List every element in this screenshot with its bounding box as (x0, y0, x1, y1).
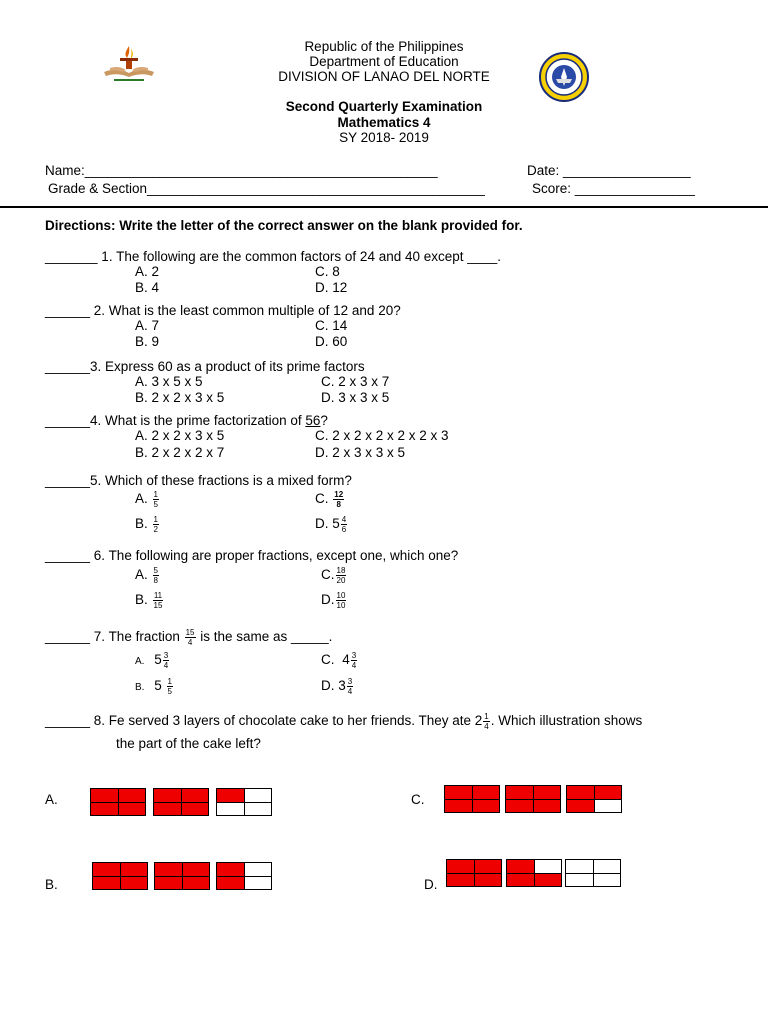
q7-c-label: C. (321, 652, 335, 668)
cake-quarter-filled (474, 873, 501, 886)
question-3: ______3. Express 60 as a product of its prime factors (45, 359, 365, 374)
cake-divider-horizontal (447, 873, 501, 874)
q8-option-c-label[interactable]: C. (411, 792, 425, 807)
cake-quarter-filled (533, 799, 560, 812)
q3-option-c[interactable]: C. 2 x 3 x 7 (321, 374, 390, 389)
q7-b-fraction (167, 677, 173, 696)
q7-text: ______ 7. The fraction (45, 629, 184, 645)
q8-option-a-label[interactable]: A. (45, 792, 58, 807)
cake-quarter-filled (447, 860, 474, 873)
cake-divider-horizontal (217, 876, 271, 877)
q4-text-end: ? (320, 413, 328, 428)
cake-quarter-filled (120, 876, 147, 889)
q2-option-a[interactable]: A. 7 (135, 318, 160, 333)
cake-quarter-filled (567, 786, 594, 799)
q7-d-label: D. 3 (321, 678, 346, 694)
cake-quarter-empty (593, 873, 620, 886)
denominator: 4 (347, 687, 353, 696)
cake-quarter-filled (181, 789, 208, 802)
cake-quarter-filled (181, 802, 208, 815)
q1-option-d[interactable]: D. 12 (315, 280, 348, 295)
cake-divider-horizontal (155, 876, 209, 877)
q5-option-c[interactable] (315, 490, 345, 509)
exam-subject: Mathematics 4 (337, 115, 431, 130)
q2-option-c[interactable]: C. 14 (315, 318, 348, 333)
q6-c-fraction (336, 566, 347, 585)
denominator: 8 (153, 576, 158, 585)
q2-option-b[interactable]: B. 9 (135, 334, 160, 349)
q4-text: ______4. What is the prime factorization of (45, 413, 306, 428)
cake-quarter-filled (217, 876, 244, 889)
cake-layer (565, 859, 621, 887)
numerator: 3 (351, 651, 357, 660)
q5-b-label: B. (135, 516, 148, 532)
cake-quarter-filled (506, 786, 533, 799)
cake-layer (216, 862, 272, 890)
denominator: 5 (167, 687, 172, 696)
cake-layer (444, 785, 500, 813)
cake-quarter-filled (474, 860, 501, 873)
cake-quarter-filled (155, 863, 182, 876)
q7-d-fraction (347, 677, 353, 696)
q7-c-fraction (351, 651, 357, 670)
numerator: 10 (336, 591, 346, 600)
denominator: 4 (187, 638, 193, 647)
cake-quarter-empty (244, 876, 271, 889)
cake-quarter-empty (534, 860, 561, 873)
q5-d-fraction (341, 515, 347, 534)
q8-whole: 2 (474, 713, 483, 729)
header-divider (0, 206, 768, 208)
q5-a-fraction (153, 490, 159, 509)
cake-divider-horizontal (567, 799, 621, 800)
q3-option-d[interactable]: D. 3 x 3 x 5 (321, 390, 390, 405)
header-republic: Republic of the Philippines (304, 39, 464, 54)
cake-quarter-filled (594, 786, 621, 799)
denominator: 15 (153, 601, 163, 610)
numerator: 18 (336, 566, 346, 575)
denominator: 6 (341, 525, 347, 534)
cake-quarter-filled (507, 860, 534, 873)
question-5: ______5. Which of these fractions is a mixed form? (45, 473, 352, 488)
question-1: _______ 1. The following are the common factors of 24 and 40 except ____. (45, 249, 502, 264)
cake-quarter-filled (533, 786, 560, 799)
q7-fraction (185, 628, 196, 647)
q3-option-b[interactable]: B. 2 x 2 x 3 x 5 (135, 390, 225, 405)
cake-quarter-filled (154, 802, 181, 815)
cake-quarter-empty (217, 802, 244, 815)
q8-text-end: . Which illustration shows (490, 713, 643, 729)
cake-quarter-filled (534, 873, 561, 886)
cake-layer (566, 785, 622, 813)
q7-a-label: A. (135, 656, 145, 668)
cake-quarter-empty (566, 860, 593, 873)
cake-quarter-filled (217, 789, 244, 802)
q8-option-d-label[interactable]: D. (424, 877, 438, 892)
score-field[interactable]: Score: ________________ (532, 181, 695, 196)
q6-d-label: D. (321, 592, 335, 608)
cake-quarter-filled (445, 799, 472, 812)
cake-quarter-filled (91, 802, 118, 815)
numerator: 15 (185, 628, 195, 637)
q6-c-label: C. (321, 567, 335, 583)
cake-quarter-filled (154, 789, 181, 802)
q6-option-b[interactable] (135, 591, 164, 610)
cake-quarter-empty (593, 860, 620, 873)
q7-option-b[interactable] (135, 677, 174, 696)
numerator: 3 (347, 677, 353, 686)
numerator: 4 (341, 515, 347, 524)
question-8 (45, 712, 642, 731)
cake-quarter-filled (567, 799, 594, 812)
q6-b-label: B. (135, 592, 148, 608)
q7-a-whole: 5 (154, 652, 162, 668)
cake-quarter-filled (155, 876, 182, 889)
denominator: 4 (484, 722, 489, 731)
date-field[interactable]: Date: _________________ (527, 163, 691, 178)
cake-quarter-empty (244, 789, 271, 802)
cake-divider-horizontal (93, 876, 147, 877)
cake-quarter-filled (118, 802, 145, 815)
school-year: SY 2018- 2019 (339, 130, 429, 145)
cake-quarter-filled (445, 786, 472, 799)
q4-option-b[interactable]: B. 2 x 2 x 2 x 7 (135, 445, 225, 460)
q7-option-d[interactable] (321, 677, 354, 696)
q8-text: ______ 8. Fe served 3 layers of chocolate cake to her friends. They ate (45, 713, 475, 729)
cake-quarter-filled (217, 863, 244, 876)
denominator: 10 (336, 601, 346, 610)
cake-divider-horizontal (91, 802, 145, 803)
exam-title: Second Quarterly Examination (285, 99, 483, 114)
q6-option-d[interactable] (321, 591, 347, 610)
cake-quarter-filled (91, 789, 118, 802)
numerator: 3 (163, 651, 169, 660)
q7-a-fraction (163, 651, 169, 670)
q5-a-label: A. (135, 491, 148, 507)
cake-quarter-empty (244, 863, 271, 876)
q7-b-label: B. (135, 682, 145, 694)
denominator: 4 (163, 661, 169, 670)
q4-number: 56 (305, 413, 321, 428)
cake-divider-horizontal (154, 802, 208, 803)
numerator: 11 (153, 591, 163, 600)
numerator: 1 (167, 677, 172, 686)
cake-layer (506, 859, 562, 887)
cake-layer (505, 785, 561, 813)
q5-option-d[interactable] (315, 515, 348, 534)
cake-divider-horizontal (566, 873, 620, 874)
denominator: 8 (336, 500, 341, 509)
cake-quarter-empty (594, 799, 621, 812)
header-division: DIVISION OF LANAO DEL NORTE (278, 69, 490, 84)
q5-c-label: C. (315, 491, 329, 507)
q5-d-label: D. 5 (315, 516, 340, 532)
denominator: 2 (153, 525, 158, 534)
denominator: 4 (351, 661, 357, 670)
q4-option-a[interactable]: A. 2 x 2 x 3 x 5 (135, 428, 225, 443)
numerator: 1 (153, 490, 158, 499)
grade-section-field[interactable]: Grade & Section_____________________________________________ (48, 181, 485, 196)
cake-quarter-filled (472, 786, 499, 799)
question-2: ______ 2. What is the least common multiple of 12 and 20? (45, 303, 401, 318)
cake-divider-horizontal (445, 799, 499, 800)
q7-option-c[interactable] (321, 651, 358, 670)
cake-layer (90, 788, 146, 816)
cake-divider-horizontal (506, 799, 560, 800)
q5-option-b[interactable] (135, 515, 160, 534)
cake-quarter-empty (244, 802, 271, 815)
q7-c-whole: 4 (342, 652, 350, 668)
numerator: 5 (153, 566, 158, 575)
q5-option-a[interactable] (135, 490, 160, 509)
q8-fraction (483, 712, 489, 731)
denominator: 5 (153, 500, 158, 509)
cake-layer (446, 859, 502, 887)
cake-layer (92, 862, 148, 890)
cake-quarter-filled (182, 876, 209, 889)
question-8-line-2: the part of the cake left? (116, 736, 261, 751)
cake-quarter-filled (120, 863, 147, 876)
q4-option-c[interactable]: C. 2 x 2 x 2 x 2 x 2 x 3 (315, 428, 449, 443)
q3-option-a[interactable]: A. 3 x 5 x 5 (135, 374, 203, 389)
cake-divider-horizontal (217, 802, 271, 803)
numerator: 1 (484, 712, 489, 721)
header-department: Department of Education (309, 54, 459, 69)
cake-quarter-filled (507, 873, 534, 886)
q1-option-c[interactable]: C. 8 (315, 264, 340, 279)
q1-option-a[interactable]: A. 2 (135, 264, 160, 279)
q6-option-c[interactable] (321, 566, 347, 585)
directions: Directions: Write the letter of the correct answer on the blank provided for. (45, 218, 523, 233)
numerator: 12 (334, 490, 344, 499)
cake-quarter-filled (182, 863, 209, 876)
q6-b-fraction (153, 591, 164, 610)
cake-quarter-filled (118, 789, 145, 802)
name-field[interactable]: Name:_______________________________________________ (45, 163, 438, 178)
cake-layer (216, 788, 272, 816)
numerator: 1 (153, 515, 158, 524)
q7-b-whole: 5 (154, 678, 162, 694)
cake-divider-horizontal (507, 873, 561, 874)
cake-quarter-filled (472, 799, 499, 812)
q6-a-label: A. (135, 567, 148, 583)
question-6: ______ 6. The following are proper fractions, except one, which one? (45, 548, 459, 563)
cake-layer (153, 788, 209, 816)
q6-a-fraction (153, 566, 159, 585)
q5-b-fraction (153, 515, 159, 534)
denominator: 20 (336, 576, 346, 585)
cake-quarter-filled (93, 863, 120, 876)
cake-quarter-empty (566, 873, 593, 886)
q5-c-fraction (333, 490, 344, 509)
question-4 (45, 413, 328, 428)
cake-layer (154, 862, 210, 890)
q1-option-b[interactable]: B. 4 (135, 280, 160, 295)
cake-quarter-filled (447, 873, 474, 886)
q8-option-b-label[interactable]: B. (45, 877, 58, 892)
cake-quarter-filled (93, 876, 120, 889)
q2-option-d[interactable]: D. 60 (315, 334, 348, 349)
q7-option-a[interactable] (135, 651, 170, 670)
q4-option-d[interactable]: D. 2 x 3 x 3 x 5 (315, 445, 406, 460)
q6-option-a[interactable] (135, 566, 160, 585)
q7-text-end: is the same as _____. (196, 629, 333, 645)
cake-quarter-filled (506, 799, 533, 812)
q6-d-fraction (336, 591, 347, 610)
question-7 (45, 628, 332, 647)
